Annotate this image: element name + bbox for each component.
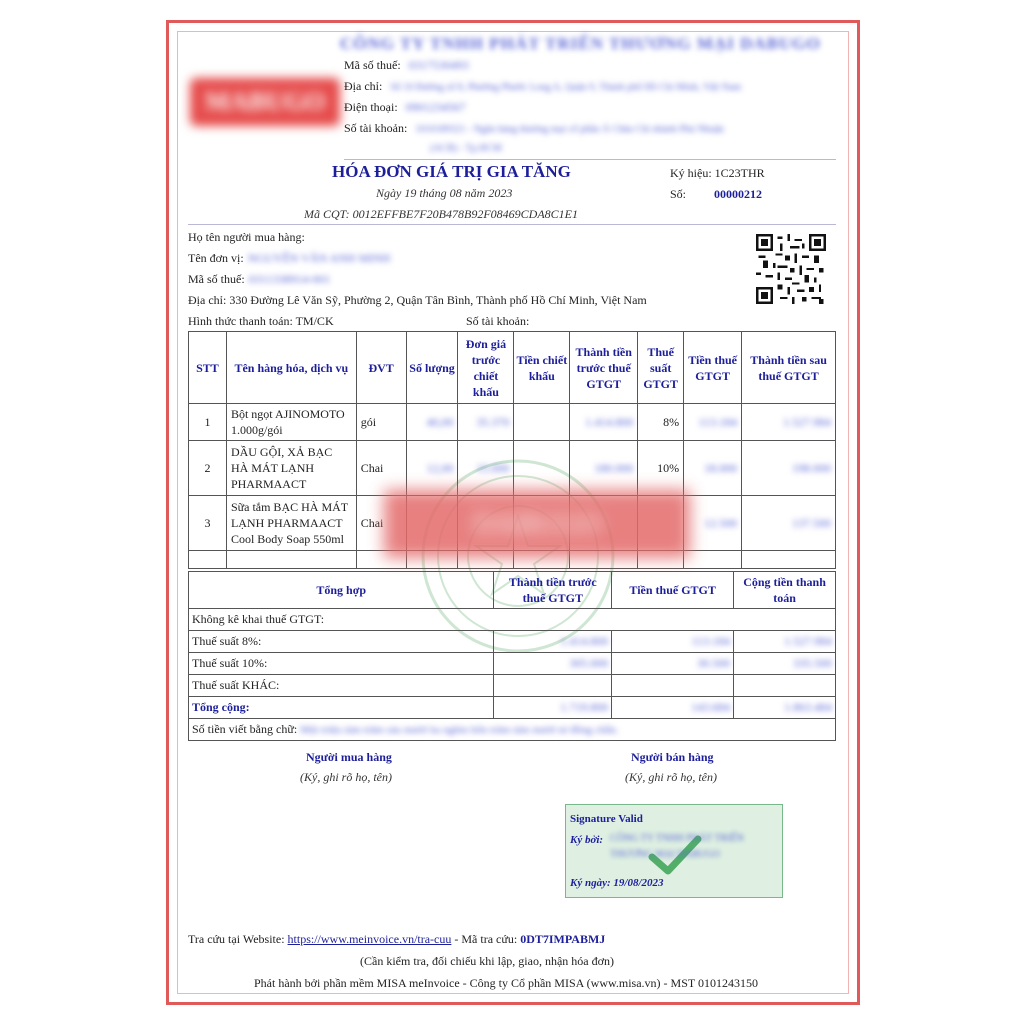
summary-col-amount: Thành tiền trước thuế GTGT <box>494 572 612 609</box>
signed-by-value: CÔNG TY TNHH PHÁT TRIỂN THƯƠNG MẠI DABUGO <box>610 833 744 860</box>
table-row <box>189 404 836 441</box>
cell-name: Sữa tắm BẠC HÀ MÁT LẠNH PHARMAACT Cool Body Soap 550ml <box>226 496 356 551</box>
summary-words: Số tiền viết bằng chữ: Một triệu tám trăm sáu mươi ba nghìn bốn trăm tám mươi tư đồng chẵn. <box>189 719 836 741</box>
cell-discount <box>514 404 570 441</box>
check-note: (Cần kiểm tra, đối chiếu khi lập, giao, nhận hóa đơn) <box>360 954 614 968</box>
cell-unit: gói <box>356 404 406 441</box>
cell-amount: 180.000 <box>570 441 638 496</box>
cell-stt: 1 <box>189 404 227 441</box>
cell-price: 35.370 <box>458 404 514 441</box>
summary-total-total: 1.863.484 <box>734 697 836 719</box>
summary-row-10 <box>189 653 836 675</box>
lookup-link[interactable]: https://www.meinvoice.vn/tra-cuu <box>287 932 452 946</box>
cell-name: DẦU GỘI, XẢ BẠC HÀ MÁT LẠNH PHARMAACT <box>226 441 356 496</box>
buyer-account-row: Số tài khoản: <box>466 314 530 328</box>
cell-total: 1.527.984 <box>742 404 836 441</box>
cell-stt: 2 <box>189 441 227 496</box>
qr-code-icon <box>756 234 826 304</box>
summary-total-amount: 1.719.800 <box>494 697 612 719</box>
summary-table <box>188 571 836 741</box>
seller-account-row: Số tài khoản: 1010189321 - Ngân hàng thương mại cổ phần Á Châu Chi nhánh Phú Nhuận <box>344 121 725 135</box>
buyer-payment-row: Hình thức thanh toán: TM/CK <box>188 314 334 328</box>
summary-other-label: Thuế suất KHÁC: <box>189 675 494 697</box>
seller-logo: MABUGO <box>190 78 340 126</box>
summary-col-total: Cộng tiền thanh toán <box>734 572 836 609</box>
cell-total: 137.500 <box>742 496 836 551</box>
summary-rate10-total: 335.500 <box>734 653 836 675</box>
summary-row-8 <box>189 631 836 653</box>
col-header-discount: Tiền chiết khấu <box>514 332 570 404</box>
summary-rate8-tax: 113.184 <box>612 631 734 653</box>
cell-rate: 8% <box>638 404 684 441</box>
col-header-unit: ĐVT <box>356 332 406 404</box>
buyer-tax-row: Mã số thuế: 0311338914-001 <box>188 272 331 286</box>
cell-discount <box>514 441 570 496</box>
col-header-total: Thành tiền sau thuế GTGT <box>742 332 836 404</box>
blurred-watermark-stamp: DABUGO <box>384 490 690 558</box>
cell-qty: 40,00 <box>406 404 458 441</box>
invoice-date: Ngày 19 tháng 08 năm 2023 <box>376 186 513 200</box>
col-header-qty: Số lượng <box>406 332 458 404</box>
seller-tax-row: Mã số thuế: 0317530493 <box>344 58 469 72</box>
summary-rate8-amount: 1.414.800 <box>494 631 612 653</box>
cell-price: 15.000 <box>458 441 514 496</box>
signature-valid-label: Signature Valid <box>570 813 643 825</box>
invoice-paper <box>172 26 854 999</box>
cell-name: Bột ngọt AJINOMOTO 1.000g/gói <box>226 404 356 441</box>
col-header-rate: Thuế suất GTGT <box>638 332 684 404</box>
digital-signature-box <box>565 804 783 898</box>
invoice-cqt-code: Mã CQT: 0012EFFBE7F20B478B92F08469CDA8C1E1 <box>304 207 578 221</box>
summary-col-tax: Tiền thuế GTGT <box>612 572 734 609</box>
buyer-sign-sub: (Ký, ghi rõ họ, tên) <box>300 770 392 784</box>
buyer-address-row: Địa chỉ: 330 Đường Lê Văn Sỹ, Phường 2, Quận Tân Bình, Thành phố Hồ Chí Minh, Việt Nam <box>188 293 647 307</box>
summary-rate10-amount: 305.000 <box>494 653 612 675</box>
cell-tax: 113.184 <box>684 404 742 441</box>
seller-sign-title: Người bán hàng <box>631 750 714 764</box>
summary-total-tax: 143.684 <box>612 697 734 719</box>
seller-sign-sub: (Ký, ghi rõ họ, tên) <box>625 770 717 784</box>
table-row <box>189 441 836 496</box>
summary-row-total <box>189 697 836 719</box>
lookup-line: Tra cứu tại Website: https://www.meinvoice.vn/tra-cuu - Mã tra cứu: 0DT7IMPABMJ <box>188 932 606 946</box>
summary-rate10-tax: 30.500 <box>612 653 734 675</box>
cell-rate: 10% <box>638 441 684 496</box>
cell-total: 198.000 <box>742 441 836 496</box>
cell-tax: 12.500 <box>684 496 742 551</box>
buyer-name-row: Họ tên người mua hàng: <box>188 230 305 244</box>
cell-tax: 18.000 <box>684 441 742 496</box>
signed-by-label: Ký bởi: <box>570 834 604 846</box>
summary-header-row <box>189 572 836 609</box>
summary-row-no-tax <box>189 609 836 631</box>
seller-phone-row: Điện thoại: 0901234567 <box>344 100 466 114</box>
col-header-tax: Tiền thuế GTGT <box>684 332 742 404</box>
invoice-number: Số: 00000212 <box>670 187 763 201</box>
seller-account-row-2: (ACB) - Tp.HCM <box>430 143 502 154</box>
summary-no-tax-label: Không kê khai thuế GTGT: <box>189 609 836 631</box>
signed-date: Ký ngày: 19/08/2023 <box>570 877 664 889</box>
invoice-symbol: Ký hiệu: 1C23THR <box>670 166 765 180</box>
col-header-name: Tên hàng hóa, dịch vụ <box>226 332 356 404</box>
issuer-line: Phát hành bởi phần mềm MISA meInvoice - Công ty Cổ phần MISA (www.misa.vn) - MST 0101243150 <box>254 976 758 990</box>
title-divider <box>188 224 836 225</box>
col-header-amount: Thành tiền trước thuế GTGT <box>570 332 638 404</box>
cell-amount: 1.414.800 <box>570 404 638 441</box>
summary-rate10-label: Thuế suất 10%: <box>189 653 494 675</box>
cell-qty: 12,00 <box>406 441 458 496</box>
summary-rate8-total: 1.527.984 <box>734 631 836 653</box>
cell-unit: Chai <box>356 496 406 551</box>
col-header-price: Đơn giá trước chiết khấu <box>458 332 514 404</box>
cell-stt: 3 <box>189 496 227 551</box>
buyer-sign-title: Người mua hàng <box>306 750 392 764</box>
cell-unit: Chai <box>356 441 406 496</box>
summary-total-label: Tổng cộng: <box>189 697 494 719</box>
summary-rate8-label: Thuế suất 8%: <box>189 631 494 653</box>
lookup-code: 0DT7IMPABMJ <box>520 932 606 946</box>
summary-label: Tổng hợp <box>189 572 494 609</box>
summary-row-words <box>189 719 836 741</box>
seller-company-name: CÔNG TY TNHH PHÁT TRIỂN THƯƠNG MẠI DABUGO <box>340 34 821 53</box>
invoice-title: HÓA ĐƠN GIÁ TRỊ GIA TĂNG <box>332 162 571 181</box>
summary-row-other <box>189 675 836 697</box>
seller-address-row: Địa chỉ: Số 10 Đường số 8, Phường Phước Long A, Quận 9, Thành phố Hồ Chí Minh, Việt Nam <box>344 79 742 93</box>
header-divider <box>344 159 836 160</box>
buyer-unit-row: Tên đơn vị: NGUYỄN VĂN ANH MINH <box>188 251 391 265</box>
col-header-stt: STT <box>189 332 227 404</box>
items-header-row <box>189 332 836 404</box>
